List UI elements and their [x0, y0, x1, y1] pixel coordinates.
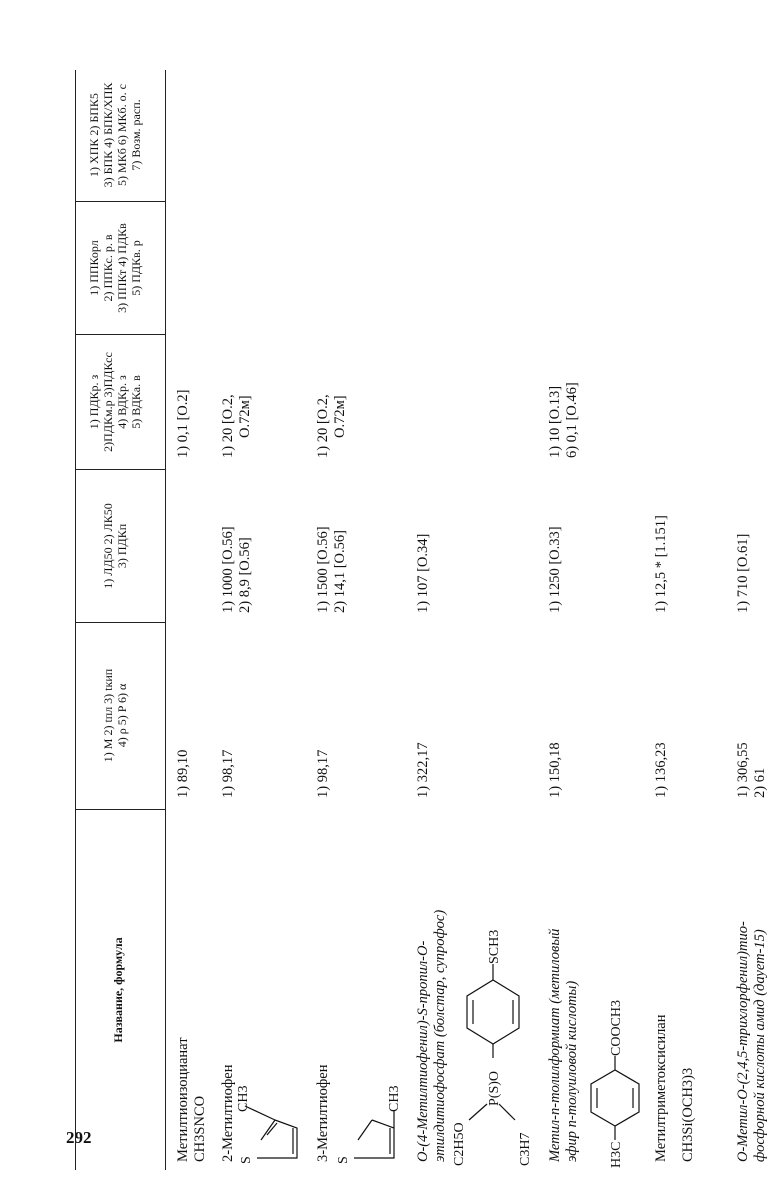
row-name: O-Метил-O-(2,4,5-трихлорфенил)тио- фосфорной кислоты амид (даует-15) [735, 921, 768, 1162]
rotated-page [45, 70, 777, 1170]
structure-label-h3c: H3C [609, 1141, 624, 1168]
row-props: 1) 89,10 [175, 749, 191, 798]
row-pdk-air: 1) 20 [O.2, O.72м] [220, 394, 253, 458]
row-props: 1) 150,18 [547, 742, 563, 798]
table-rule-top [75, 70, 76, 1170]
header-name: Название, формула [111, 937, 125, 1043]
data-table [45, 70, 777, 1170]
structure-label-s: S [239, 1156, 254, 1164]
row-tox: 1) 1000 [O.56] 2) 8,9 [O.56] [220, 526, 253, 613]
structure-label-ch3: CH3 [387, 1085, 402, 1112]
header-props: 1) M 2) tпл 3) tкип 4) ρ 5) P 6) α [101, 668, 129, 763]
row-tox: 1) 710 [O.61] [735, 533, 751, 613]
structure-bolstar [447, 810, 537, 1170]
row-tox: 1) 12,5 * [1.151] [653, 515, 669, 613]
structure-label-ps-o: P(S)O [487, 1070, 502, 1106]
structure-label-sch3: SCH3 [487, 929, 502, 964]
row-tox: 1) 1250 [O.33] [547, 526, 563, 613]
page-number: 292 [66, 1128, 92, 1147]
structure-label-s: S [336, 1156, 351, 1164]
col-sep-5 [75, 201, 165, 202]
row-name: Метилтриметоксисилан CH3Si(OCH3)3 [653, 1014, 696, 1162]
row-name: O-(4-Метилтиофенил)-S-пропил-O- этилдитиофосфат (болстар, супрофос) [415, 909, 448, 1162]
header-pdk-water: 1) ППКорл 2) ППКс. р. в 3) ППКт 4) ПДКв 5) ПДКв. р [87, 223, 143, 313]
row-props: 1) 306,55 2) 61 [735, 742, 768, 798]
row-name: Метилтиоизоцианат CH3SNCO [175, 1037, 208, 1162]
row-props: 1) 322,17 [415, 742, 431, 798]
col-sep-4 [75, 334, 165, 335]
row-pdk-air: 1) 20 [O.2, O.72м] [315, 394, 348, 458]
col-sep-3 [75, 469, 165, 470]
row-name: 2-Метилтиофен [220, 1064, 236, 1162]
row-props: 1) 136,23 [653, 742, 669, 798]
structure-label-ch3: CH3 [236, 1085, 251, 1112]
row-pdk-air: 1) 0,1 [O.2] [175, 389, 191, 458]
row-name: 3-Метилтиофен [315, 1064, 331, 1162]
row-tox: 1) 107 [O.34] [415, 533, 431, 613]
row-props: 1) 98,17 [220, 749, 236, 798]
header-tox: 1) ЛД50 2) ЛК50 3) ПДКп [101, 503, 129, 589]
header-pdk-soil: 1) ХПК 2) БПК5 3) БПК 4) БПК/ХПК 5) МКб 6) МКб. о. с 7) Возм. расп. [87, 82, 143, 188]
structure-label-c2h5o: C2H5O [452, 1122, 467, 1166]
row-name: Метил-n-толилформиат (метиловый эфир n-толуиловой кислоты) [547, 928, 580, 1162]
header-pdk-air: 1) ПДКр. з 2)ПДКм.р 3)ПДКсс 4) ВДКр. з 5) ВДКа. в [87, 352, 143, 452]
row-tox: 1) 1500 [O.56] 2) 14,1 [O.56] [315, 526, 348, 613]
structure-label-cooch3: COOCH3 [609, 999, 624, 1056]
structure-3-methylthiophene [332, 1070, 402, 1170]
table-rule-header [165, 70, 166, 1170]
structure-methyl-toluate [583, 910, 647, 1170]
row-props: 1) 98,17 [315, 749, 331, 798]
structure-label-c3h7: C3H7 [518, 1132, 533, 1166]
structure-2-methylthiophene [235, 1070, 310, 1170]
row-pdk-air: 1) 10 [O.13] 6) 0,1 [O.46] [547, 382, 580, 458]
